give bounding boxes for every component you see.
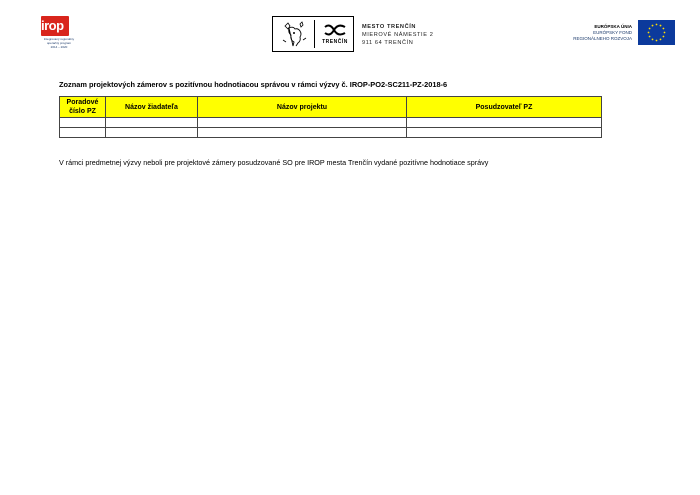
eu-text [560,24,632,42]
document-note: V rámci predmetnej výzvy neboli pre projektové zámery posudzované SO pre IROP mesta Trenčín vydané pozitívne hodnotiace správy [59,158,489,167]
column-header-applicant: Názov žiadateľa [106,97,198,118]
eu-flag-icon [638,20,675,45]
table-row [60,118,602,128]
eu-star-icon [660,25,662,27]
table-header-row [60,97,602,118]
irop-logo-sub-line: 2014 – 2020 [50,45,68,49]
column-header-assessor: Posudzovateľ PZ [407,97,602,118]
projects-table [59,96,602,138]
trencin-mark-icon [321,23,349,37]
eu-star-icon [656,40,658,42]
coat-of-arms-icon [279,20,309,48]
table-cell [60,118,106,128]
address-street: MIEROVÉ NÁMESTIE 2 [362,32,434,38]
eu-star-icon [664,32,666,34]
eu-star-icon [663,28,665,30]
irop-logo-sub-line: Integrovaný regionálny [43,37,75,41]
irop-logo-text: irop [41,18,64,33]
table-cell [198,118,407,128]
document-heading: Zoznam projektových zámerov s pozitívnou hodnotiacou správou v rámci výzvy č. IROP-PO2-SC211-PZ-2018-6 [59,80,448,89]
logo-divider [314,20,315,48]
eu-star-icon [652,25,654,27]
trencin-logo-text: TRENČÍN [322,39,348,45]
eu-star-icon [663,36,665,38]
table-cell [407,128,602,138]
column-header-project: Názov projektu [198,97,407,118]
eu-star-icon [649,36,651,38]
address-city: 911 64 TRENČÍN [362,40,414,46]
column-header-line: Poradové [66,99,99,106]
eu-line-3: REGIONÁLNEHO ROZVOJA [573,36,632,41]
column-header-line: číslo PZ [69,108,96,115]
table-cell [106,118,198,128]
eu-star-icon [649,28,651,30]
eu-star-icon [652,39,654,41]
table-cell [60,128,106,138]
irop-logo-sub-line: operačný program [46,41,72,45]
table-cell [198,128,407,138]
address-name: MESTO TRENČÍN [362,24,417,30]
table-cell [407,118,602,128]
irop-logo-subtitle [38,37,80,49]
eu-star-icon [648,32,650,34]
eu-line-2: EURÓPSKY FOND [593,30,632,35]
eu-line-1: EURÓPSKA ÚNIA [594,24,632,29]
eu-star-icon [656,24,658,26]
column-header-order [60,97,106,118]
table-cell [106,128,198,138]
irop-logo [38,16,78,50]
eu-star-icon [660,39,662,41]
table-row [60,128,602,138]
trencin-logo [272,16,354,52]
address-block [362,23,482,47]
